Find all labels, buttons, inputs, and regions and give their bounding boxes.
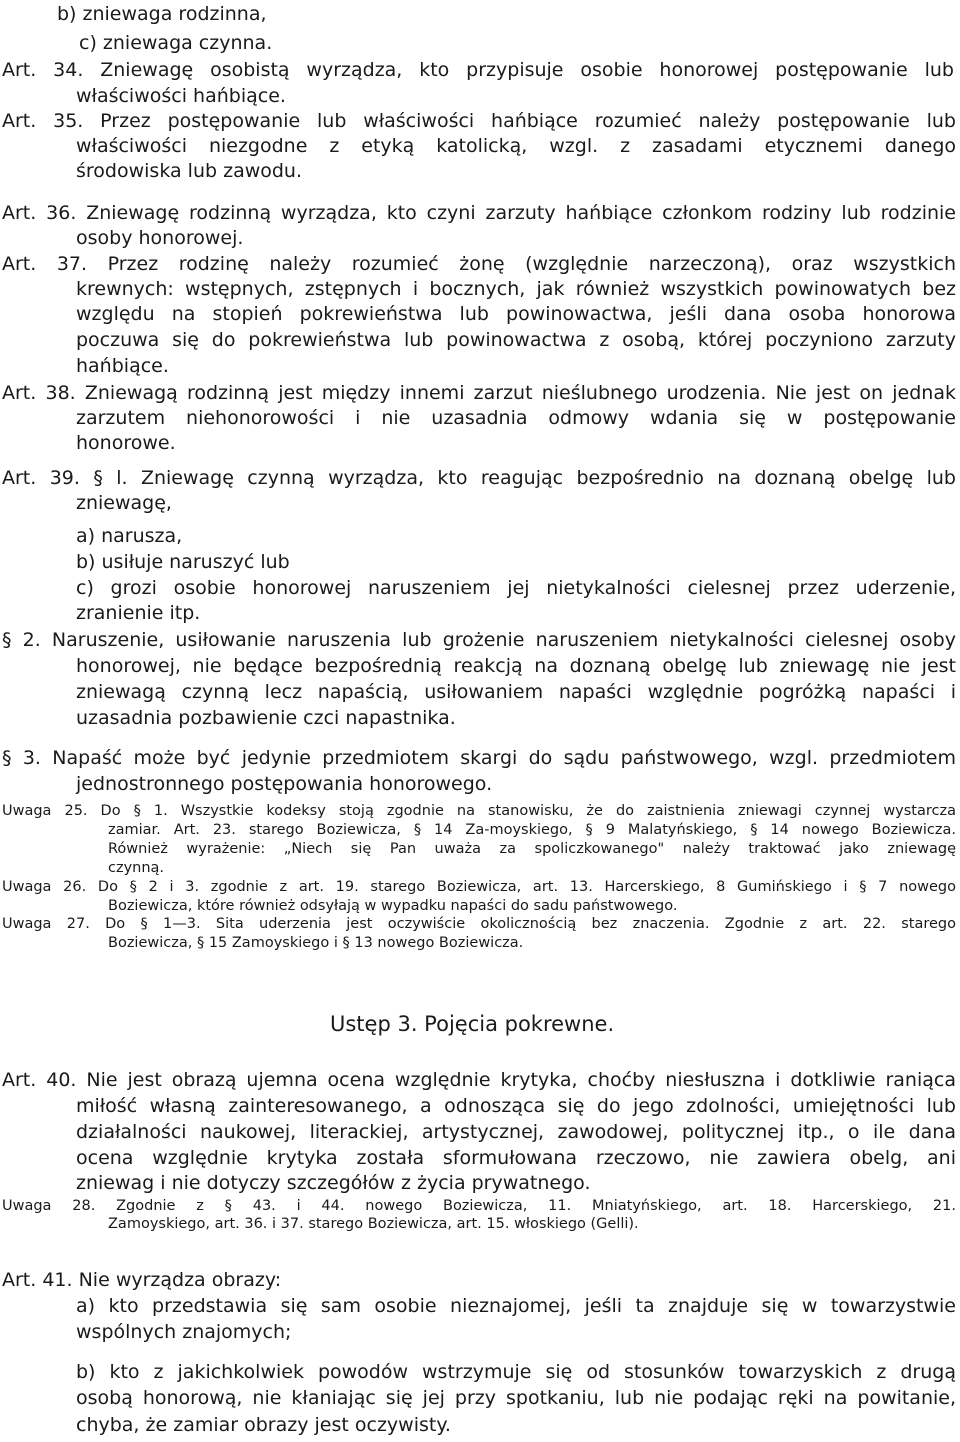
- text-line: Art. 41. Nie wyrządza obrazy:: [2, 1269, 282, 1291]
- footnote-line: Uwaga 26. Do § 2 i 3. zgodnie z art. 19. starego Boziewicza, art. 13. Harcerskiego, 8 Gumińskiego i § 7 nowego: [2, 879, 956, 895]
- text-line: hańbiące.: [76, 355, 169, 377]
- text-line: a) kto przedstawia się sam osobie nieznajomej, jeśli ta znajduje się w towarzystwie: [76, 1295, 956, 1317]
- text-line: środowiska lub zawodu.: [76, 160, 303, 182]
- text-line: zranienie itp.: [76, 602, 201, 624]
- text-line: zniewag i nie dotyczy szczegółów z życia prywatnego.: [76, 1172, 591, 1194]
- footnote-line: Boziewicza, § 15 Zamoyskiego i § 13 nowego Boziewicza.: [108, 935, 524, 951]
- text-line: względu na stopień pokrewieństwa lub powinowactwa, jeśli dana osoba honorowa: [76, 303, 956, 325]
- text-line: Art. 40. Nie jest obrazą ujemna ocena względnie krytyka, choćby niesłuszna i dotkliwie raniąca: [2, 1069, 956, 1091]
- text-line: Art. 34. Zniewagę osobistą wyrządza, kto przypisuje osobie honorowej postępowanie lub: [2, 59, 954, 81]
- text-line: Art. 37. Przez rodzinę należy rozumieć żonę (względnie narzeczoną), oraz wszystkich: [2, 253, 956, 275]
- text-line: b) zniewaga rodzinna,: [57, 3, 267, 25]
- text-line: uzasadnia pozbawienie czci napastnika.: [76, 707, 456, 729]
- text-line: jednostronnego postępowania honorowego.: [76, 773, 493, 795]
- text-line: zniewagę,: [76, 492, 172, 514]
- text-line: zarzutem niehonorowości i nie uzasadnia odmowy wdania się w postępowanie: [76, 407, 956, 429]
- footnote-line: Boziewicza, które również odsyłają w wypadku napaści do sadu państwowego.: [108, 898, 678, 914]
- footnote-line: Uwaga 28. Zgodnie z § 43. i 44. nowego Boziewicza, 11. Mniatyńskiego, art. 18. Harcerskiego, 21.: [2, 1198, 956, 1214]
- text-line: Art. 39. § l. Zniewagę czynną wyrządza, kto reagując bezpośrednio na doznaną obelgę lub: [2, 467, 956, 489]
- footnote-line: Zamoyskiego, art. 36. i 37. starego Boziewicza, art. 15. włoskiego (Gelli).: [108, 1216, 639, 1232]
- text-line: Art. 38. Zniewagą rodzinną jest między innemi zarzut nieślubnego urodzenia. Nie jest on jednak: [2, 382, 956, 404]
- text-line: Art. 36. Zniewagę rodzinną wyrządza, kto czyni zarzuty hańbiące członkom rodziny lub rodzinie: [2, 202, 956, 224]
- text-line: krewnych: wstępnych, zstępnych i bocznych, jak również wszystkich powinowatych bez: [76, 278, 956, 300]
- text-line: § 2. Naruszenie, usiłowanie naruszenia lub grożenie naruszeniem nietykalności cielesnej osoby: [2, 629, 956, 651]
- text-line: a) narusza,: [76, 525, 183, 547]
- text-line: chyba, że zamiar obrazy jest oczywisty.: [76, 1414, 451, 1436]
- text-line: zniewagą czynną lecz napaścią, usiłowaniem napaści względnie pogróżką napaści i: [76, 681, 956, 703]
- text-line: honorowej, nie będące bezpośrednią reakcją na doznaną obelgę lub zniewagę nie jest: [76, 655, 956, 677]
- text-line: osobą honorową, nie kłaniając się jej przy spotkaniu, lub nie podając ręki na powitanie,: [76, 1387, 956, 1409]
- footnote-line: Uwaga 25. Do § 1. Wszystkie kodeksy stoją zgodnie na stanowisku, że do zaistnienia zniewagi czynnej wystarcza: [2, 803, 956, 819]
- text-line: działalności naukowej, literackiej, artystycznej, zawodowej, politycznej itp., o ile dana: [76, 1121, 956, 1143]
- text-line: b) kto z jakichkolwiek powodów wstrzymuje się od stosunków towarzyskich z drugą: [76, 1361, 956, 1383]
- footnote-line: zamiar. Art. 23. starego Boziewicza, § 14 Za-moyskiego, § 9 Malatyńskiego, § 14 nowego Boziewicza.: [108, 822, 956, 838]
- text-line: poczuwa się do pokrewieństwa lub powinowactwa z osobą, której poczyniono zarzuty: [76, 329, 956, 351]
- footnote-line: Również wyrażenie: „Niech się Pan uważa za spoliczkowanego" należy traktować jako zniewagę: [108, 841, 956, 857]
- footnote-line: czynną.: [108, 860, 165, 876]
- text-line: wspólnych znajomych;: [76, 1321, 292, 1343]
- text-line: b) usiłuje naruszyć lub: [76, 551, 290, 573]
- section-heading: Ustęp 3. Pojęcia pokrewne.: [330, 1012, 615, 1036]
- text-line: c) zniewaga czynna.: [79, 32, 273, 54]
- text-line: ocena względnie krytyka została sformułowana rzeczowo, nie zawiera obelg, ani: [76, 1147, 956, 1169]
- text-line: właściwości niezgodne z etyką katolicką, wzgl. z zasadami etycznemi danego: [76, 135, 956, 157]
- text-line: osoby honorowej.: [76, 227, 244, 249]
- text-line: miłość własną zainteresowanego, a odnosząca się do jego zdolności, umiejętności lub: [76, 1095, 956, 1117]
- text-line: Art. 35. Przez postępowanie lub właściwości hańbiące rozumieć należy postępowanie lub: [2, 110, 956, 132]
- text-line: honorowe.: [76, 432, 176, 454]
- text-line: c) grozi osobie honorowej naruszeniem jej nietykalności cielesnej przez uderzenie,: [76, 577, 956, 599]
- text-line: § 3. Napaść może być jedynie przedmiotem skargi do sądu państwowego, wzgl. przedmiotem: [2, 747, 956, 769]
- footnote-line: Uwaga 27. Do § 1—3. Sita uderzenia jest oczywiście okolicznością bez znaczenia. Zgodnie z art. 22. starego: [2, 916, 956, 932]
- text-line: właściwości hańbiące.: [76, 85, 286, 107]
